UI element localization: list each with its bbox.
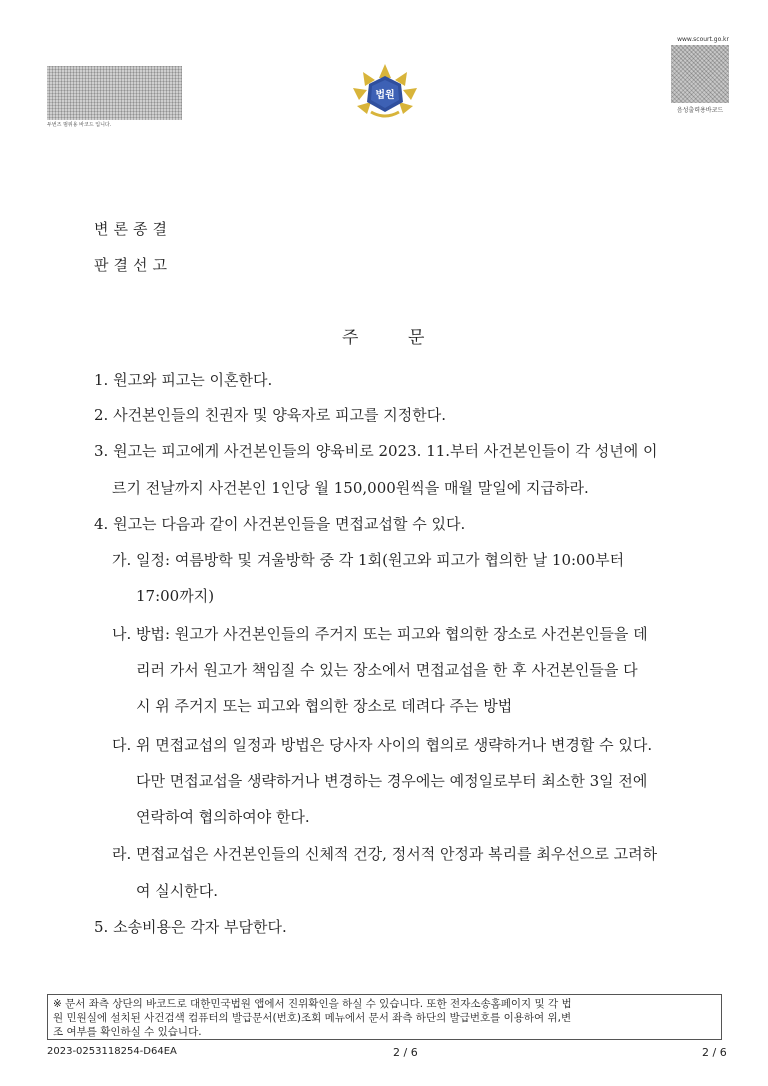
order-item-4a-line-1: 가. 일정: 여름방학 및 겨울방학 중 각 1회(원고와 피고가 협의한 날 10:00부터 <box>112 551 625 569</box>
verification-barcode <box>47 66 182 128</box>
notice-line-1: ※ 문서 좌측 상단의 바코드로 대한민국법원 앱에서 진위확인을 하실 수 있습니다. 또한 전자소송홈페이지 및 각 법 <box>53 998 572 1010</box>
court-url: www.scourt.go.kr <box>677 36 729 43</box>
issue-number: 2023-0253118254-D64EA <box>47 1046 177 1057</box>
order-item-4: 4. 원고는 다음과 같이 사건본인들을 면접교섭할 수 있다. <box>94 515 466 533</box>
notice-line-2: 원 민원실에 설치된 사건검색 컴퓨터의 발급문서(번호)조회 메뉴에서 문서 좌측 하단의 발급번호를 이용하여 위,변 <box>53 1012 572 1024</box>
order-item-3-line-1: 3. 원고는 피고에게 사건본인들의 양육비로 2023. 11.부터 사건본인들이 각 성년에 이 <box>94 442 658 460</box>
order-item-4b-line-1: 나. 방법: 원고가 사건본인들의 주거지 또는 피고와 협의한 장소로 사건본인들을 데 <box>112 625 648 643</box>
order-item-4c-line-3: 연락하여 협의하여야 한다. <box>136 808 310 826</box>
order-item-2: 2. 사건본인들의 친권자 및 양육자로 피고를 지정한다. <box>94 406 446 424</box>
section-title-right: 문 <box>408 328 425 348</box>
audio-barcode-caption: 음성출력용바코드 <box>676 107 724 114</box>
page-number-center: 2 / 6 <box>393 1046 418 1059</box>
order-item-5: 5. 소송비용은 각자 부담한다. <box>94 918 287 936</box>
notice-line-3: 조 여부를 확인하실 수 있습니다. <box>53 1026 202 1038</box>
hearing-closed-label: 변론종결 <box>94 220 172 238</box>
emblem-label: 법원 <box>375 90 395 101</box>
order-item-4a-line-2: 17:00까지) <box>136 587 215 605</box>
order-item-4c-line-1: 다. 위 면접교섭의 일정과 방법은 당사자 사이의 협의로 생략하거나 변경할 수 있다. <box>112 736 653 754</box>
order-item-4b-line-3: 시 위 주거지 또는 피고와 협의한 장소로 데려다 주는 방법 <box>136 697 513 715</box>
order-item-3-line-2: 르기 전날까지 사건본인 1인당 월 150,000원씩을 매월 말일에 지급하라. <box>112 479 589 497</box>
section-title-left: 주 <box>342 328 359 348</box>
order-item-4b-line-2: 리러 가서 원고가 책임질 수 있는 장소에서 면접교섭을 한 후 사건본인들을 다 <box>136 661 638 679</box>
order-item-1: 1. 원고와 피고는 이혼한다. <box>94 371 273 389</box>
order-item-4c-line-2: 다만 면접교섭을 생략하거나 변경하는 경우에는 예정일로부터 최소한 3일 전에 <box>136 772 648 790</box>
authenticity-notice <box>47 994 722 1040</box>
order-item-4d-line-1: 라. 면접교섭은 사건본인들의 신체적 건강, 정서적 안정과 복리를 최우선으로 고려하 <box>112 845 658 863</box>
page-number-right: 2 / 6 <box>702 1046 727 1059</box>
qr-barcode-image <box>671 45 729 103</box>
barcode-image <box>47 66 182 120</box>
barcode-caption: 두번즈 범위용 바코드 입니다. <box>47 122 112 128</box>
order-item-4d-line-2: 여 실시한다. <box>136 882 218 900</box>
court-emblem <box>349 62 421 122</box>
audio-barcode <box>671 36 729 114</box>
judgment-date-label: 판결선고 <box>94 256 172 274</box>
